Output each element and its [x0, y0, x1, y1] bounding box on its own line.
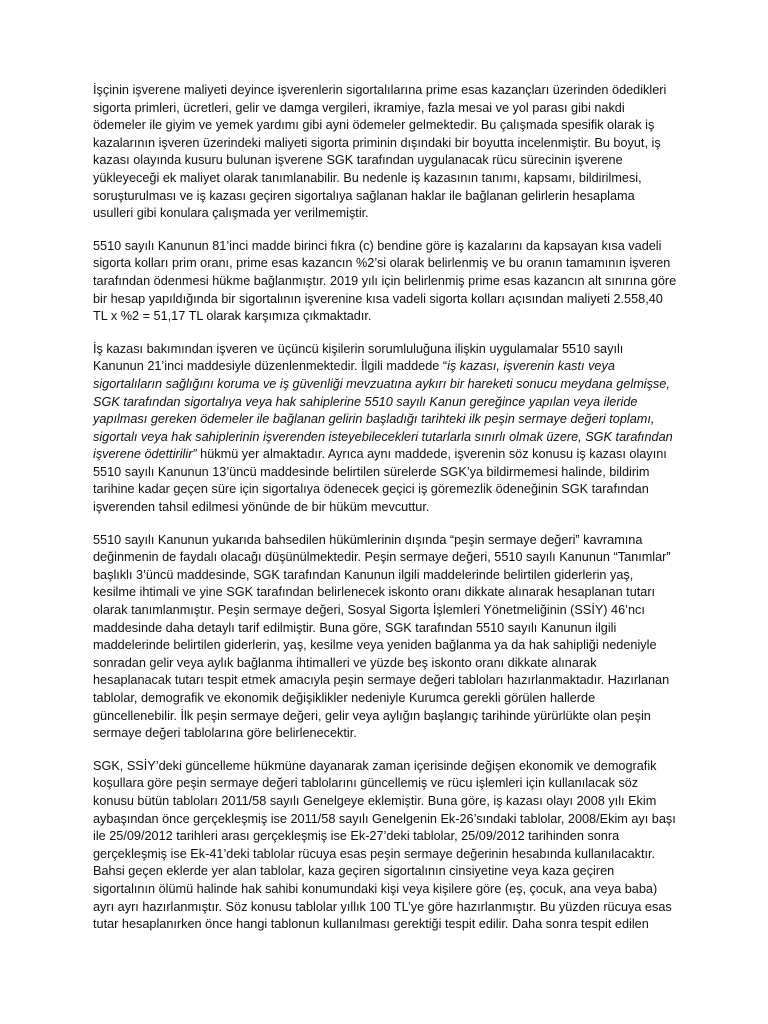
document-body — [93, 82, 677, 934]
paragraph-2: 5510 sayılı Kanunun 81’inci madde birinci fıkra (c) bendine göre iş kazalarını da kapsayan kısa vadeli sigorta kolları prim oranı, prime esas kazancın %2’si olarak belirlenmiş ve bu oranın tamamının işveren tarafından ödenmesi hükme bağlanmıştır. 2019 yılı için belirlenmiş prime esas kazancın alt sınırına göre bir hesap yapıldığında bir sigortalının işverenine kısa vadeli sigorta kolları açısından maliyeti 2.558,40 TL x %2 = 51,17 TL olarak karşımıza çıkmaktadır. — [93, 238, 677, 324]
paragraph-3-intro: İş kazası bakımından işveren ve üçüncü kişilerin sorumluluğuna ilişkin uygulamalar 5510 sayılı Kanunun 21’inci maddesiyle düzenlenmektedir. İlgili maddede “ — [93, 341, 624, 374]
paragraph-3-rest: hükmü yer almaktadır. Ayrıca aynı maddede, işverenin söz konusu iş kazası olayını 5510 sayılı Kanunun 13’üncü maddesinde belirtilen sürelerde SGK’ya bildirmemesi halinde, bildirim tarihine kadar geçen süre için sigortalıya ödenecek geçici iş göremezlik ödeneğinin SGK tarafından işverenden tahsil edilmesi yönünde de bir hüküm mevcuttur. — [93, 447, 667, 515]
law-quote: iş kazası, işverenin kastı veya sigortalıların sağlığını koruma ve iş güvenliği mevzuatına aykırı bir hareketi sonucu meydana gelmişse, SGK tarafından sigortalıya veya hak sahiplerine 5510 sayılı Kanun gereğince yapılan veya ileride yapılması gereken ödemeler ile bağlanan gelirin başladığı tarihteki ilk peşin sermaye değeri toplamı, sigortalı veya hak sahiplerinin işverenden isteyebilecekleri tutarlarla sınırlı olmak üzere, SGK tarafından işverene ödettirilir” — [93, 359, 673, 462]
paragraph-1: İşçinin işverene maliyeti deyince işverenlerin sigortalılarına prime esas kazançları üzerinden ödedikleri sigorta primleri, ücretleri, gelir ve damga vergileri, ikramiye, fazla mesai ve yol parası gibi nakdi ödemeler ile giyim ve yemek yardımı gibi ayni ödemeler gelmektedir. Bu çalışmada spesifik olarak iş kazalarının işveren üzerindeki maliyeti sigorta priminin dışındaki bir boyutta incelenmiştir. Bu boyut, iş kazası olayında kusuru bulunan işverene SGK tarafından uygulanacak rücu sürecinin işverene yükleyeceği ek maliyet olarak tanımlanabilir. Bu nedenle iş kazasının tanımı, kapsamı, bildirilmesi, soruşturulması ve iş kazası geçiren sigortalıya sağlanan haklar ile bağlanan gelirlerin hesaplama usulleri gibi konulara çalışmada yer verilmemiştir. — [93, 83, 667, 221]
paragraph-5: SGK, SSİY’deki güncelleme hükmüne dayanarak zaman içerisinde değişen ekonomik ve demografik koşullara göre peşin sermaye değeri tablolarını güncellemiş ve rücu işlemleri için kullanılacak söz konusu bütün tabloları 2011/58 sayılı Genelgeye eklemiştir. Buna göre, iş kazası olayı 2008 yılı Ekim aybaşından önce gerçekleşmiş ise 2011/58 sayılı Genelgenin Ek-26’sındaki tablolar, 2008/Ekim ayı başı ile 25/09/2012 tarihleri arası gerçekleşmiş ise Ek-27’deki tablolar, 25/09/2012 tarihinden sonra gerçekleşmiş ise Ek-41’deki tablolar rücuya esas peşin sermaye değerinin hesabında kullanılacaktır. Bahsi geçen eklerde yer alan tablolar, kaza geçiren sigortalının cinsiyetine veya kaza geçiren sigortalının ölümü halinde hak sahibi konumundaki kişi veya kişilere göre (eş, çocuk, ana veya baba) ayrı ayrı hazırlanmıştır. Söz konusu tablolar yıllık 100 TL’ye göre hazırlanmıştır. Bu yüzden rücuya esas tutar hesaplanırken önce hangi tablonun kullanılması gerektiği tespit edilir. Daha sonra tespit edilen — [93, 758, 676, 932]
paragraph-4: 5510 sayılı Kanunun yukarıda bahsedilen hükümlerinin dışında “peşin sermaye değeri” kavramına değinmenin de faydalı olacağı düşünülmektedir. Peşin sermaye değeri, 5510 sayılı Kanunun “Tanımlar” başlıklı 3’üncü maddesinde, SGK tarafından Kanunun ilgili maddelerinde belirtilen giderlerin yaş, kesilme ihtimali ve yine SGK tarafından belirlenecek iskonto oranı dikkate alınarak hesaplanan tutarı olarak tanımlanmıştır. Peşin sermaye değeri, Sosyal Sigorta İşlemleri Yönetmeliğinin (SSİY) 46’ncı maddesinde daha detaylı tarif edilmiştir. Buna göre, SGK tarafından 5510 sayılı Kanunun ilgili maddelerinde belirtilen giderlerin, yaş, kesilme veya yeniden bağlanma ya da hak sahipliği nedeniyle sonradan gelir veya aylık bağlanma ihtimalleri ve yüzde beş iskonto oranı dikkate alınarak hesaplanacak tutarı tespit etmek amacıyla peşin sermaye değeri tabloları hazırlanmaktadır. Hazırlanan tablolar, demografik ve ekonomik değişiklikler nedeniyle Kurumca gerekli görülen hallerde güncellenebilir. İlk peşin sermaye değeri, gelir veya aylığın başlangıç tarihinde yürürlükte olan peşin sermaye değeri tablolarına göre belirlenecektir. — [93, 532, 671, 741]
paragraph-3 — [93, 341, 677, 517]
